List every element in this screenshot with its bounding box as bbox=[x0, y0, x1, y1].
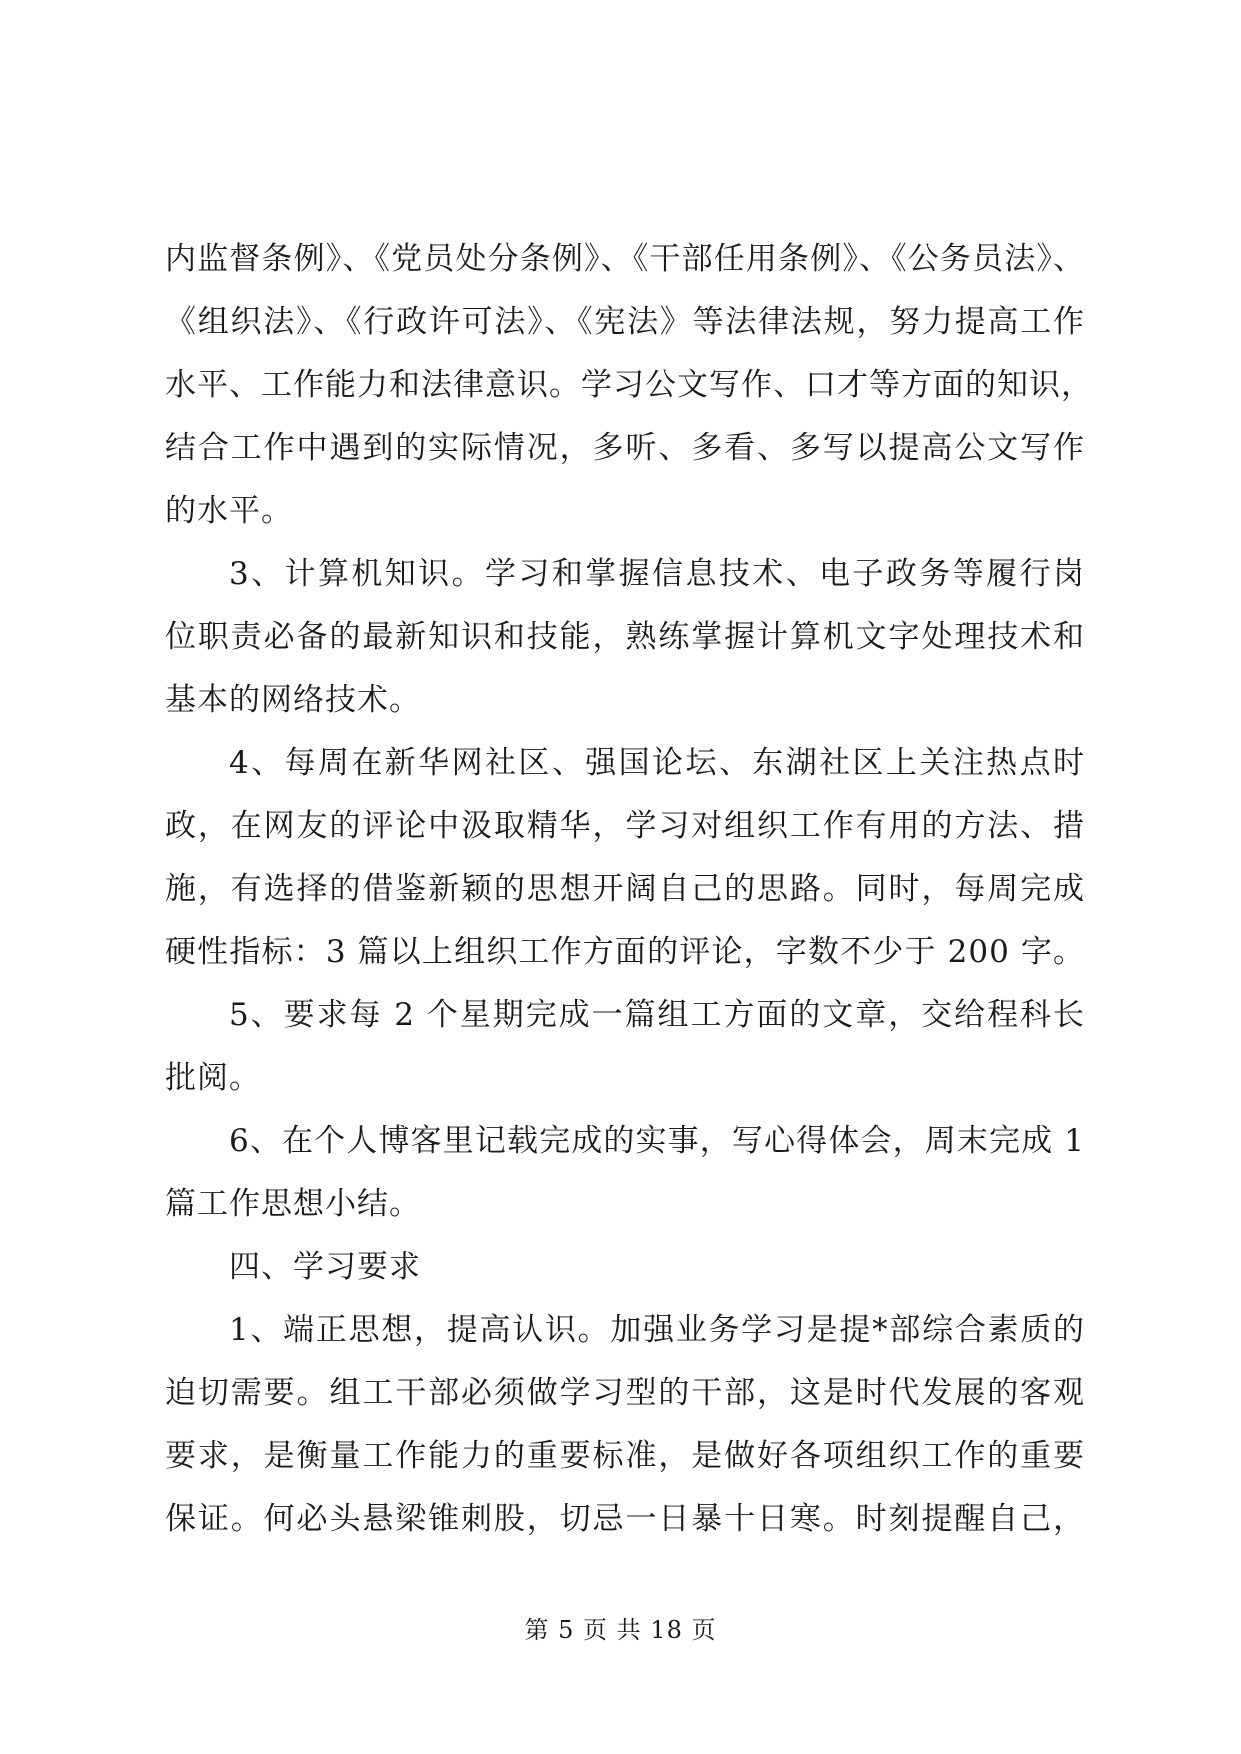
text-line: 迫切需要。组工干部必须做学习型的干部，这是时代发展的客观 bbox=[165, 1375, 1085, 1411]
text-line: 结合工作中遇到的实际情况，多听、多看、多写以提高公文写作 bbox=[165, 430, 1085, 466]
text-line: 5、要求每 2 个星期完成一篇组工方面的文章，交给程科长 bbox=[229, 997, 1085, 1033]
text-line: 硬性指标：3 篇以上组织工作方面的评论，字数不少于 200 字。 bbox=[165, 934, 1085, 970]
text-line: 1、端正思想，提高认识。加强业务学习是提*部综合素质的 bbox=[229, 1312, 1085, 1348]
text-line: 4、每周在新华网社区、强国论坛、东湖社区上关注热点时 bbox=[229, 745, 1085, 781]
text-line: 内监督条例》、《党员处分条例》、《干部任用条例》、《公务员法》、 bbox=[165, 241, 1085, 277]
text-line: 施，有选择的借鉴新颖的思想开阔自己的思路。同时，每周完成 bbox=[165, 871, 1085, 907]
text-line: 批阅。 bbox=[165, 1060, 261, 1096]
text-line: 水平、工作能力和法律意识。学习公文写作、口才等方面的知识， bbox=[165, 367, 1093, 403]
page-footer: 第 5 页 共 18 页 bbox=[524, 1616, 717, 1644]
text-line: 四、学习要求 bbox=[229, 1249, 421, 1285]
text-line: 基本的网络技术。 bbox=[165, 682, 421, 718]
text-line: 的水平。 bbox=[165, 493, 293, 529]
text-line: 3、计算机知识。学习和掌握信息技术、电子政务等履行岗 bbox=[229, 556, 1085, 592]
text-line: 篇工作思想小结。 bbox=[165, 1186, 421, 1222]
text-line: 位职责必备的最新知识和技能，熟练掌握计算机文字处理技术和 bbox=[165, 619, 1085, 655]
text-line: 《组织法》、《行政许可法》、《宪法》等法律法规，努力提高工作 bbox=[165, 304, 1085, 340]
text-line: 6、在个人博客里记载完成的实事，写心得体会，周末完成 1 bbox=[229, 1123, 1085, 1159]
document-body bbox=[165, 228, 1093, 1551]
text-line: 政，在网友的评论中汲取精华，学习对组织工作有用的方法、措 bbox=[165, 808, 1085, 844]
text-line: 要求，是衡量工作能力的重要标准，是做好各项组织工作的重要 bbox=[165, 1438, 1085, 1474]
text-line: 保证。何必头悬梁锥刺股，切忌一日暴十日寒。时刻提醒自己， bbox=[165, 1501, 1085, 1537]
